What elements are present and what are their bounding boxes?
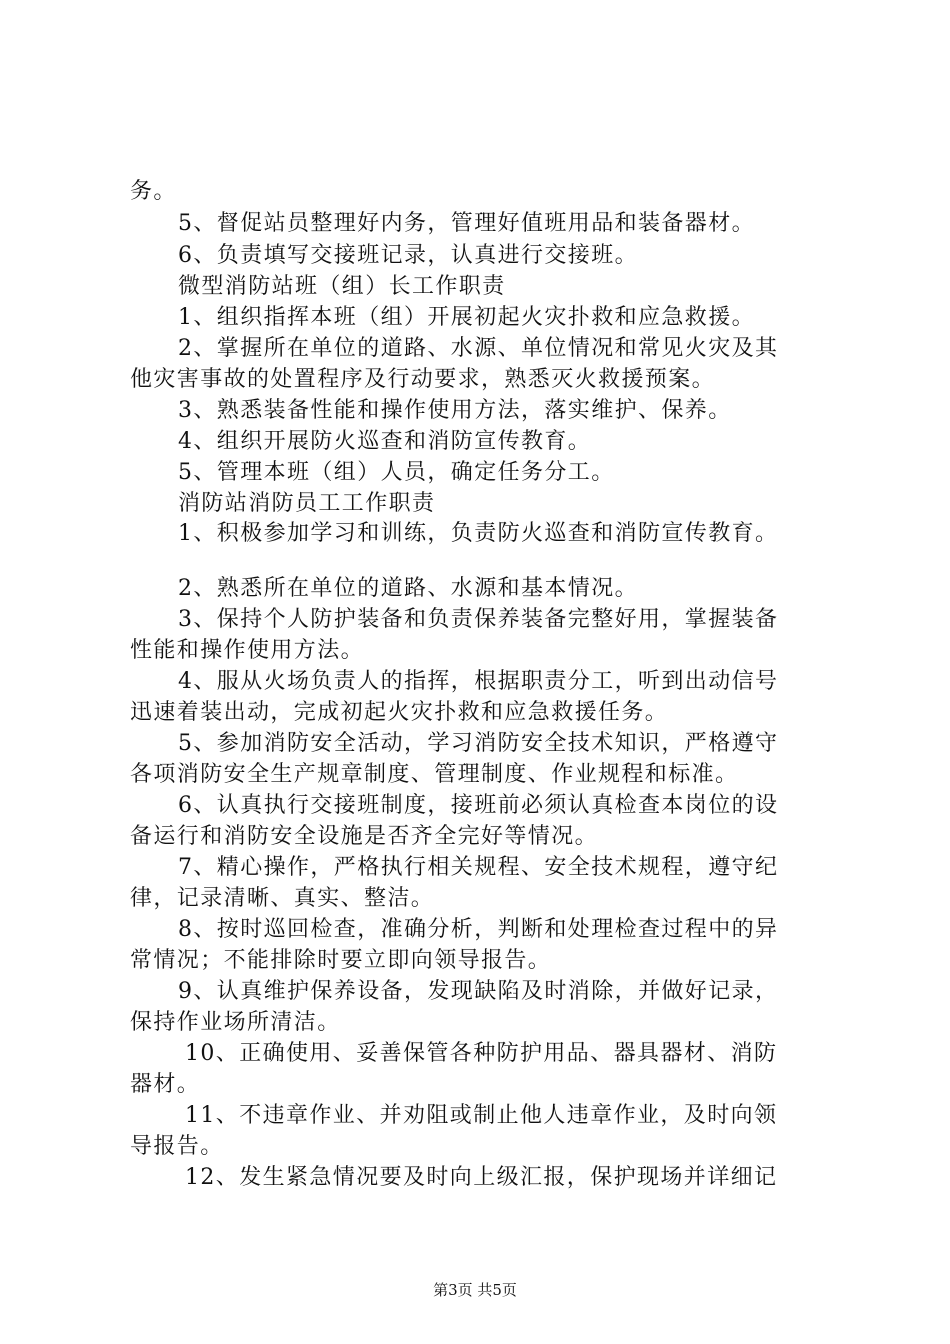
text-line-30: 11、不违章作业、并劝阻或制止他人违章作业，及时向领 [185,1103,778,1128]
text-line-3: 6、负责填写交接班记录，认真进行交接班。 [178,243,638,268]
text-line-1: 务。 [130,179,177,204]
text-line-28: 10、正确使用、妥善保管各种防护用品、器具器材、消防 [185,1041,778,1066]
text-line-8: 3、熟悉装备性能和操作使用方法，落实维护、保养。 [178,398,732,423]
text-line-9: 4、组织开展防火巡查和消防宣传教育。 [178,429,592,454]
section-heading-firefighter: 消防站消防员工工作职责 [178,491,436,516]
text-line-16: 4、服从火场负责人的指挥，根据职责分工，听到出动信号 [178,669,779,694]
text-line-22: 7、精心操作，严格执行相关规程、安全技术规程，遵守纪 [178,855,779,880]
text-line-18: 5、参加消防安全活动，学习消防安全技术知识，严格遵守 [178,731,779,756]
text-line-13: 2、熟悉所在单位的道路、水源和基本情况。 [178,576,638,601]
section-heading-team-leader: 微型消防站班（组）长工作职责 [178,274,506,299]
text-line-19: 各项消防安全生产规章制度、管理制度、作业规程和标准。 [130,762,739,787]
text-line-20: 6、认真执行交接班制度，接班前必须认真检查本岗位的设 [178,793,779,818]
text-line-5: 1、组织指挥本班（组）开展初起火灾扑救和应急救援。 [178,305,755,330]
page-number-footer: 第3页 共5页 [433,1281,517,1299]
text-line-32: 12、发生紧急情况要及时向上级汇报，保护现场并详细记 [185,1165,778,1190]
text-line-23: 律，记录清晰、真实、整洁。 [130,886,435,911]
text-line-17: 迅速着装出动，完成初起火灾扑救和应急救援任务。 [130,700,669,725]
text-line-24: 8、按时巡回检查，准确分析，判断和处理检查过程中的异 [178,917,779,942]
text-line-14: 3、保持个人防护装备和负责保养装备完整好用，掌握装备 [178,607,779,632]
text-line-7: 他灾害事故的处置程序及行动要求，熟悉灭火救援预案。 [130,367,716,392]
text-line-25: 常情况；不能排除时要立即向领导报告。 [130,948,552,973]
text-line-27: 保持作业场所清洁。 [130,1010,341,1035]
text-line-6: 2、掌握所在单位的道路、水源、单位情况和常见火灾及其 [178,336,779,361]
text-line-15: 性能和操作使用方法。 [130,638,365,663]
text-line-2: 5、督促站员整理好内务，管理好值班用品和装备器材。 [178,211,755,236]
text-line-12: 1、积极参加学习和训练，负责防火巡查和消防宣传教育。 [178,521,779,546]
text-line-10: 5、管理本班（组）人员，确定任务分工。 [178,460,615,485]
text-line-29: 器材。 [130,1072,201,1097]
text-line-21: 备运行和消防安全设施是否齐全完好等情况。 [130,824,599,849]
text-line-26: 9、认真维护保养设备，发现缺陷及时消除，并做好记录， [178,979,779,1004]
text-line-31: 导报告。 [130,1134,224,1159]
